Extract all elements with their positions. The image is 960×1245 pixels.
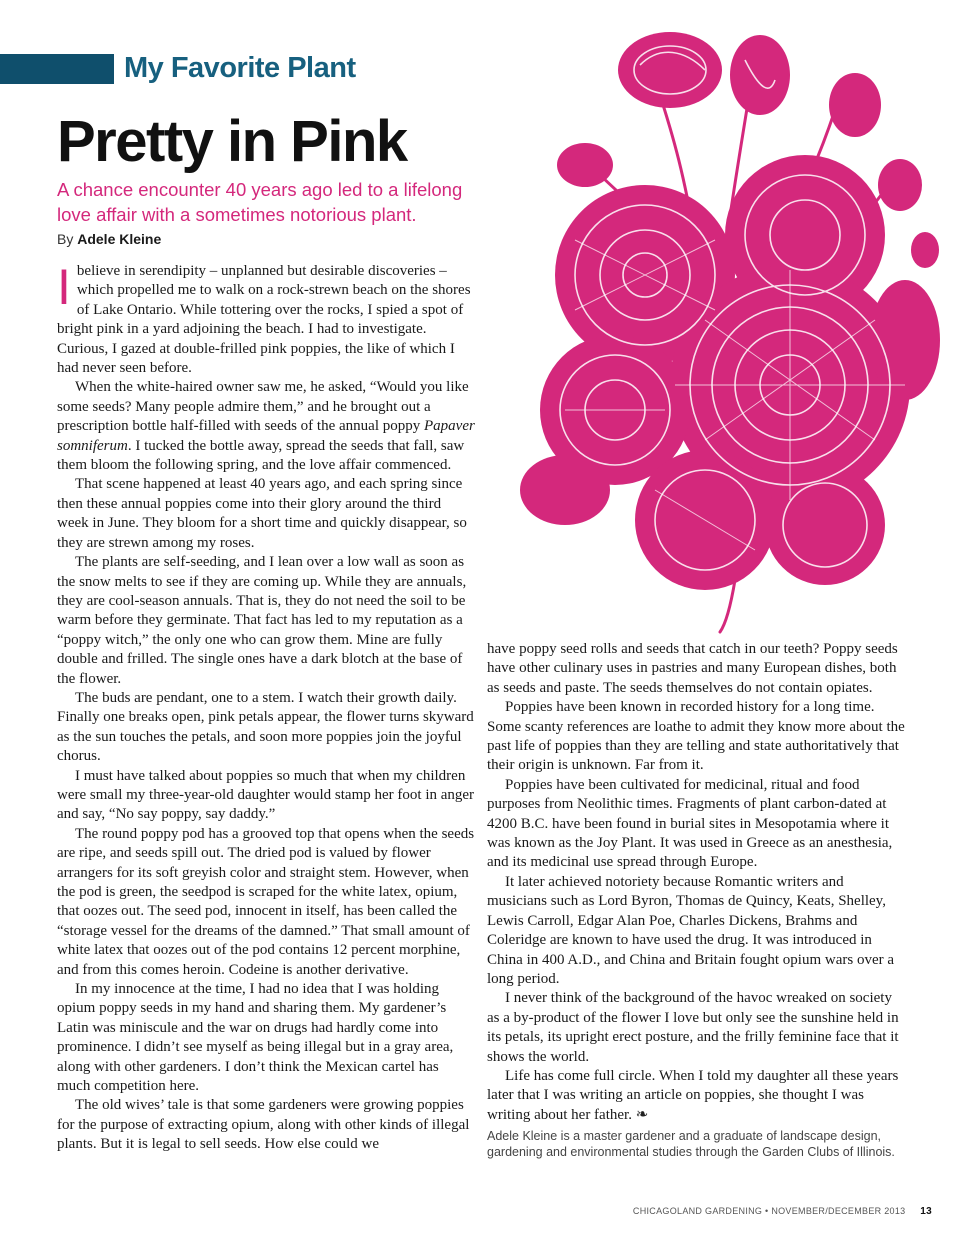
paragraph-9: The old wives’ tale is that some gardeners were growing poppies for the purpose of extracting opium, along with other kinds of illegal plants. But it is legal to sell seeds. How else could we: [57, 1097, 470, 1153]
author-bio: Adele Kleine is a master gardener and a graduate of landscape design, gardening and environmental studies through the Garden Clubs of Illinois.: [487, 1129, 895, 1160]
publication-name: CHICAGOLAND GARDENING: [632, 1206, 763, 1216]
drop-cap: I: [57, 259, 71, 315]
page-number: 13: [920, 1206, 932, 1217]
end-mark-icon: ❧: [635, 1106, 649, 1123]
article-column-left: [57, 259, 475, 1192]
paragraph-6: I must have talked about poppies so much that when my children were small my three-year-old daughter would stamp her foot in anger and say, “No say poppy, say daddy.”: [57, 767, 475, 823]
paragraph-14: [487, 1067, 905, 1125]
byline-prefix: By: [57, 231, 74, 247]
issue-date: NOVEMBER/DECEMBER 2013: [771, 1206, 906, 1216]
page-footer: [633, 1206, 932, 1217]
section-label: My Favorite Plant: [124, 52, 356, 84]
paragraph-11: Poppies have been cultivated for medicinal, ritual and food purposes from Neolithic times. Fragments of plant carbon-dated at 4200 B.C. have been found in burial sites in Mesopotamia where it was known as the Joy Plant. It was used in Greece as an anesthesia, and its medicinal use spread through Europe.: [487, 776, 893, 871]
paragraph-3: That scene happened at least 40 years ago, and each spring since then these annual poppies come into their glory around the third week in June. They bloom for a short time and quickly disappear, so they are strewn among my roses.: [57, 476, 467, 551]
article-title: Pretty in Pink: [57, 109, 407, 174]
article-column-right: [487, 640, 905, 1160]
paragraph-7: The round poppy pod has a grooved top that opens when the seeds are ripe, and seeds spill out. The dried pod is valued by flower arrangers for its soft greyish color and straight stem. However, when the pod is green, the seedpod is scraped for the white latex, opium, that oozes out. The seed pod, innocent in itself, has been called the “storage vessel for the dreams of the damned.” That small amount of white latex that oozes out of the pod contains 12 percent morphine, and from this comes heroin. Codeine is another derivative.: [57, 825, 475, 978]
paragraph-5: The buds are pendant, one to a stem. I watch their growth daily. Finally one breaks open, pink petals appear, the flower turns skyward as the sun touches the petals, and soon more poppies join the joyful chorus.: [57, 689, 474, 765]
byline: [57, 231, 161, 247]
section-bar: [0, 54, 114, 84]
species-name: Papaver somniferum: [57, 418, 475, 454]
paragraph-1: [57, 259, 475, 378]
paragraph-4: The plants are self-seeding, and I lean over a low wall as soon as the snow melts to see if they are coming up. While they are annuals, they are cool-season annuals. That is, they do not need the soil to be warm before they germinate. That fact has led to my reputation as a “poppy witch,” the only one who can grow them. Mine are fully double and frilled. The single ones have a dark blotch at the base of the flower.: [57, 554, 467, 687]
paragraph-2-text-b: . I tucked the bottle away, spread the seeds that fall, saw them bloom the following spring, and the love affair commenced.: [57, 437, 465, 474]
paragraph-10: Poppies have been known in recorded history for a long time. Some scanty references are loathe to admit they know more about the past life of poppies than they are telling and state authoritatively that their origin is unknown. Far from it.: [487, 699, 905, 774]
paragraph-9-continued: have poppy seed rolls and seeds that catch in our teeth? Poppy seeds have other culinary uses in pastries and many European dishes, both as seeds and paste. The seeds themselves do not contain opiates.: [487, 641, 898, 696]
author-name: Adele Kleine: [77, 231, 162, 247]
poppy-illustration: [505, 20, 945, 635]
paragraph-1-text: believe in serendipity – unplanned but desirable discoveries – which propelled me to walk on a rock-strewn beach on the shores of Lake Ontario. While tottering over the rocks, I spied a spot of bright pink in a yard adjoining the beach. I had to investigate. Curious, I gazed at double-frilled pink poppies, the like of which I had never seen before.: [57, 263, 471, 377]
paragraph-12: It later achieved notoriety because Romantic writers and musicians such as Lord Byron, Thomas de Quincy, Keats, Shelley, Lewis Carroll, Edgar Alan Poe, Charles Dickens, Brahms and Coleridge are known to have used the drug. It was introduced in China in 400 A.D., and China and Britain fought opium wars over a long period.: [487, 873, 895, 987]
paragraph-2: [57, 378, 475, 475]
article-dek: A chance encounter 40 years ago led to a lifelong love affair with a sometimes notorious plant.: [57, 179, 463, 225]
paragraph-13: I never think of the background of the havoc wreaked on society as a by-product of the flower I love but only see the sunshine held in its petals, its upright erect posture, and the frilly feminine face that it shows the world.: [487, 990, 899, 1065]
footer-separator: •: [765, 1206, 769, 1216]
paragraph-2-text-a: When the white-haired owner saw me, he asked, “Would you like some seeds? Many people admire them,” and he brought out a prescription bottle half-filled with seeds of the annual poppy: [57, 379, 469, 435]
paragraph-14-text: Life has come full circle. When I told my daughter all these years later that I was writing an article on poppies, she thought I was writing about her father.: [487, 1067, 899, 1123]
paragraph-8: In my innocence at the time, I had no idea that I was holding opium poppy seeds in my hand and sharing them. My gardener’s Latin was miniscule and the war on drugs had hardly come into prominence. I didn’t see myself as being illegal but in a gray area, along with other gardeners. I don’t think the Mexican cartel has much competition here.: [57, 981, 454, 1095]
